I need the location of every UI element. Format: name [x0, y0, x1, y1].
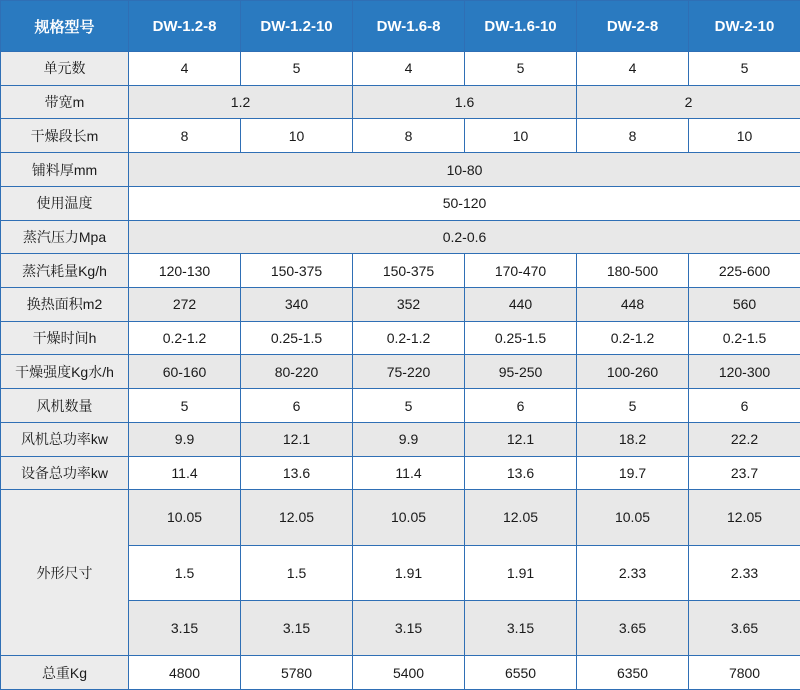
cell-r2-c0: 8 — [129, 119, 241, 153]
cell-r7-c4: 448 — [577, 288, 689, 322]
cell-r9-c0: 60-160 — [129, 355, 241, 389]
row-label-6: 蒸汽耗量Kg/h — [1, 254, 129, 288]
cell-r9-c5: 120-300 — [689, 355, 800, 389]
cell-r12-c3: 13.6 — [465, 456, 577, 490]
row-label-0: 单元数 — [1, 52, 129, 86]
table-row — [1, 656, 800, 690]
cell-r12-c5: 23.7 — [689, 456, 800, 490]
cell-dim1-c1: 1.5 — [241, 545, 353, 600]
cell-r2-c1: 10 — [241, 119, 353, 153]
cell-dim2-c1: 3.15 — [241, 600, 353, 655]
cell-r8-c3: 0.25-1.5 — [465, 321, 577, 355]
cell-total-weight-c2: 5400 — [353, 656, 465, 690]
cell-r12-c4: 19.7 — [577, 456, 689, 490]
cell-r2-c5: 10 — [689, 119, 800, 153]
cell-r6-c2: 150-375 — [353, 254, 465, 288]
cell-dim1-c5: 2.33 — [689, 545, 800, 600]
table-row — [1, 389, 800, 423]
cell-r12-c2: 11.4 — [353, 456, 465, 490]
table-row — [1, 321, 800, 355]
cell-dim0-c4: 10.05 — [577, 490, 689, 545]
cell-total-weight-c4: 6350 — [577, 656, 689, 690]
cell-r11-c3: 12.1 — [465, 422, 577, 456]
cell-r10-c4: 5 — [577, 389, 689, 423]
cell-r9-c3: 95-250 — [465, 355, 577, 389]
cell-dim0-c5: 12.05 — [689, 490, 800, 545]
cell-r3-g0: 10-80 — [129, 153, 800, 187]
cell-r12-c1: 13.6 — [241, 456, 353, 490]
cell-r8-c4: 0.2-1.2 — [577, 321, 689, 355]
cell-r2-c3: 10 — [465, 119, 577, 153]
cell-r10-c3: 6 — [465, 389, 577, 423]
cell-dim0-c2: 10.05 — [353, 490, 465, 545]
cell-r11-c4: 18.2 — [577, 422, 689, 456]
cell-dim1-c2: 1.91 — [353, 545, 465, 600]
cell-dim2-c0: 3.15 — [129, 600, 241, 655]
cell-r11-c5: 22.2 — [689, 422, 800, 456]
row-label-5: 蒸汽压力Mpa — [1, 220, 129, 254]
row-label-1: 带宽m — [1, 85, 129, 119]
row-label-8: 干燥时间h — [1, 321, 129, 355]
cell-r6-c5: 225-600 — [689, 254, 800, 288]
row-label-10: 风机数量 — [1, 389, 129, 423]
cell-r1-g1: 1.6 — [353, 85, 577, 119]
cell-r1-g2: 2 — [577, 85, 800, 119]
cell-dim0-c3: 12.05 — [465, 490, 577, 545]
cell-r0-c2: 4 — [353, 52, 465, 86]
cell-r6-c4: 180-500 — [577, 254, 689, 288]
cell-r2-c4: 8 — [577, 119, 689, 153]
header-cell-model-1: DW-1.2-10 — [241, 1, 353, 52]
table-row — [1, 52, 800, 86]
table-row — [1, 456, 800, 490]
cell-r4-g0: 50-120 — [129, 186, 800, 220]
cell-r7-c2: 352 — [353, 288, 465, 322]
cell-r6-c0: 120-130 — [129, 254, 241, 288]
cell-total-weight-c5: 7800 — [689, 656, 800, 690]
cell-dim2-c2: 3.15 — [353, 600, 465, 655]
row-label-4: 使用温度 — [1, 186, 129, 220]
header-cell-model-label: 规格型号 — [1, 1, 129, 52]
cell-r2-c2: 8 — [353, 119, 465, 153]
table-row — [1, 220, 800, 254]
row-label-12: 设备总功率kw — [1, 456, 129, 490]
row-label-total-weight: 总重Kg — [1, 656, 129, 690]
cell-dim2-c4: 3.65 — [577, 600, 689, 655]
table-row — [1, 186, 800, 220]
cell-r0-c5: 5 — [689, 52, 800, 86]
cell-r11-c1: 12.1 — [241, 422, 353, 456]
table-row — [1, 490, 800, 545]
row-label-dimensions: 外形尺寸 — [1, 490, 129, 656]
cell-r9-c2: 75-220 — [353, 355, 465, 389]
cell-dim1-c4: 2.33 — [577, 545, 689, 600]
table-row — [1, 85, 800, 119]
cell-r0-c0: 4 — [129, 52, 241, 86]
cell-dim0-c0: 10.05 — [129, 490, 241, 545]
header-cell-model-2: DW-1.6-8 — [353, 1, 465, 52]
cell-r8-c0: 0.2-1.2 — [129, 321, 241, 355]
cell-total-weight-c1: 5780 — [241, 656, 353, 690]
table-row — [1, 119, 800, 153]
header-cell-model-5: DW-2-10 — [689, 1, 800, 52]
row-label-2: 干燥段长m — [1, 119, 129, 153]
header-cell-model-0: DW-1.2-8 — [129, 1, 241, 52]
cell-r8-c5: 0.2-1.5 — [689, 321, 800, 355]
row-label-11: 风机总功率kw — [1, 422, 129, 456]
cell-dim2-c5: 3.65 — [689, 600, 800, 655]
cell-r7-c3: 440 — [465, 288, 577, 322]
cell-r8-c2: 0.2-1.2 — [353, 321, 465, 355]
cell-r7-c5: 560 — [689, 288, 800, 322]
cell-r10-c1: 6 — [241, 389, 353, 423]
table-row — [1, 153, 800, 187]
cell-r10-c2: 5 — [353, 389, 465, 423]
cell-r11-c2: 9.9 — [353, 422, 465, 456]
cell-total-weight-c3: 6550 — [465, 656, 577, 690]
cell-r5-g0: 0.2-0.6 — [129, 220, 800, 254]
header-cell-model-3: DW-1.6-10 — [465, 1, 577, 52]
table-row — [1, 355, 800, 389]
header-cell-model-4: DW-2-8 — [577, 1, 689, 52]
row-label-9: 干燥强度Kg水/h — [1, 355, 129, 389]
table-row — [1, 288, 800, 322]
cell-r0-c3: 5 — [465, 52, 577, 86]
cell-r9-c1: 80-220 — [241, 355, 353, 389]
row-label-3: 铺料厚mm — [1, 153, 129, 187]
cell-dim2-c3: 3.15 — [465, 600, 577, 655]
row-label-7: 换热面积m2 — [1, 288, 129, 322]
cell-r7-c1: 340 — [241, 288, 353, 322]
cell-r8-c1: 0.25-1.5 — [241, 321, 353, 355]
table-row — [1, 254, 800, 288]
cell-dim1-c0: 1.5 — [129, 545, 241, 600]
cell-r6-c1: 150-375 — [241, 254, 353, 288]
cell-r0-c4: 4 — [577, 52, 689, 86]
cell-dim0-c1: 12.05 — [241, 490, 353, 545]
cell-r7-c0: 272 — [129, 288, 241, 322]
cell-r9-c4: 100-260 — [577, 355, 689, 389]
table-header-row — [1, 1, 800, 52]
cell-dim1-c3: 1.91 — [465, 545, 577, 600]
cell-r11-c0: 9.9 — [129, 422, 241, 456]
cell-r10-c5: 6 — [689, 389, 800, 423]
cell-total-weight-c0: 4800 — [129, 656, 241, 690]
cell-r6-c3: 170-470 — [465, 254, 577, 288]
table-row — [1, 422, 800, 456]
cell-r1-g0: 1.2 — [129, 85, 353, 119]
cell-r12-c0: 11.4 — [129, 456, 241, 490]
cell-r0-c1: 5 — [241, 52, 353, 86]
cell-r10-c0: 5 — [129, 389, 241, 423]
